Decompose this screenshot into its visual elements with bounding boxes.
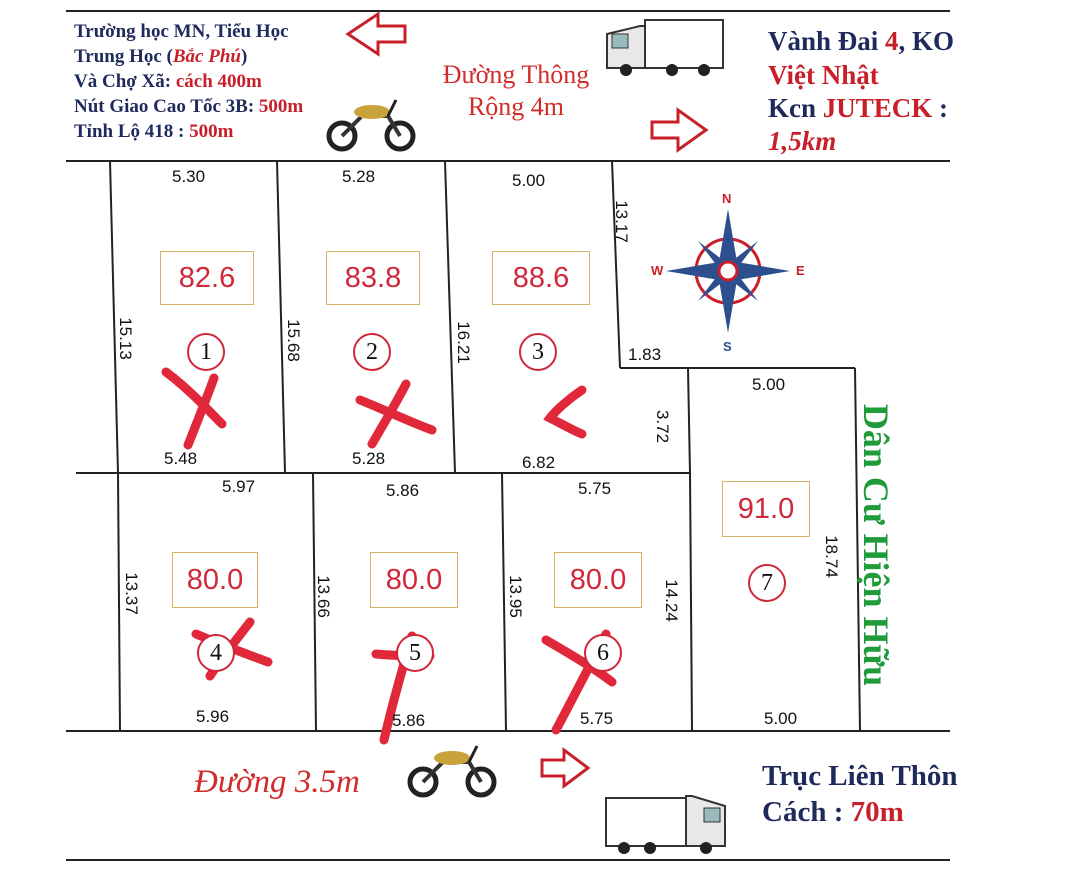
industrial-park-distance: 1,5km [768,126,837,156]
nearby-secondary-school-line [74,47,247,66]
dim-lot4-top: 5.97 [222,477,256,496]
dim-lot2-left: 15.68 [283,319,303,362]
top-road-width: Rộng 4m [467,92,565,121]
dim-lot2-top: 5.28 [342,167,376,186]
dim-lot5-bottom: 5.86 [392,711,426,730]
lot5-number: 5 [396,634,434,672]
lot4-number: 4 [197,634,235,672]
dim-lot4-bottom: 5.96 [196,707,230,726]
truck-bottom-icon [606,796,725,854]
expressway-distance-line [74,97,303,116]
lot7-number: 7 [748,564,786,602]
lot5-area: 80.0 [370,552,458,608]
lot3-area: 88.6 [492,251,590,305]
intervillage-distance-line [762,798,904,827]
dim-lot3-bottom: 6.82 [522,453,556,472]
dim-lot1-top: 5.30 [172,167,206,186]
ring-road-label: Vành Đai [768,26,886,56]
lot2-number: 2 [353,333,391,371]
dim-lot6-top: 5.75 [578,479,612,498]
dim-lot1-bottom: 5.48 [164,449,198,468]
industrial-park-name: JUTECK [822,93,933,123]
secondary-school-suffix: ) [240,46,248,67]
lot1-number: 1 [187,333,225,371]
existing-residents-label: Dân Cư Hiện Hữu [856,403,897,687]
provincial-road-line [74,122,233,141]
dim-lot5-left: 13.66 [313,575,333,618]
dim-lot1-left: 15.13 [115,317,135,360]
distance-value: 70m [850,796,904,828]
motorbike-top-icon [329,100,413,149]
distance-label: Cách : [762,796,851,828]
dim-lot6-left: 13.95 [505,575,525,618]
lot1-area: 82.6 [160,251,254,305]
lot4-area: 80.0 [172,552,258,608]
industrial-park-label: Kcn [768,93,823,123]
lot3-cross-mark [550,390,582,434]
lot7-area: 91.0 [722,481,810,537]
compass-rose-icon [666,209,790,333]
arrow-left-icon [348,14,405,54]
provincial-road-distance: 500m [189,121,234,142]
arrow-right-bottom-icon [542,750,588,786]
place-name: Bắc Phú [172,46,241,67]
market-distance: cách 400m [175,71,262,92]
dim-notch-lower-side: 3.72 [653,409,673,444]
dim-lot7-bottom: 5.00 [764,709,798,728]
industrial-park-line [768,95,948,122]
arrow-right-icon [652,110,706,150]
dim-lot6-bottom: 5.75 [580,709,614,728]
dim-lot5-top: 5.86 [386,481,420,500]
lot3-number: 3 [519,333,557,371]
dim-lot4-left: 13.37 [121,572,141,615]
market-label: Và Chợ Xã: [74,71,176,92]
bottom-road-label: Đường 3.5m [194,764,360,800]
dim-lot7-right: 18.74 [821,535,841,578]
compass-west-label: W [651,263,664,278]
ring-road-line [768,28,954,55]
dim-lot3-top: 5.00 [512,171,546,190]
top-road-name: Đường Thông [442,60,590,89]
industrial-park-colon: : [932,93,949,123]
dim-notch-bottom: 1.83 [628,345,662,364]
dim-notch-side: 13.17 [611,200,631,243]
motorbike-bottom-icon [410,746,494,795]
lot2-area: 83.8 [326,251,420,305]
dim-lot2-bottom: 5.28 [352,449,386,468]
dim-lot6-right: 14.24 [661,579,681,622]
secondary-school-label: Trung Học ( [74,46,173,67]
compass-east-label: E [796,263,805,278]
truck-top-icon [607,20,723,76]
dim-lot7-top: 5.00 [752,375,786,394]
market-distance-line [74,72,262,91]
compass-south-label: S [723,339,732,354]
provincial-road-label: Tỉnh Lộ 418 : [74,121,190,142]
viet-nhat-line: Việt Nhật [768,60,879,90]
ring-road-suffix: , KO [898,26,955,56]
expressway-label: Nút Giao Cao Tốc 3B: [74,96,259,117]
intervillage-road-line: Trục Liên Thôn [762,760,958,792]
nearby-schools-line: Trường học MN, Tiểu Học [74,21,289,42]
compass-north-label: N [722,191,732,206]
lot6-number: 6 [584,634,622,672]
dim-lot3-left: 16.21 [453,321,473,364]
lot-boundaries [76,161,860,731]
ring-road-number: 4 [885,26,899,56]
lot6-area: 80.0 [554,552,642,608]
expressway-distance: 500m [258,96,304,117]
